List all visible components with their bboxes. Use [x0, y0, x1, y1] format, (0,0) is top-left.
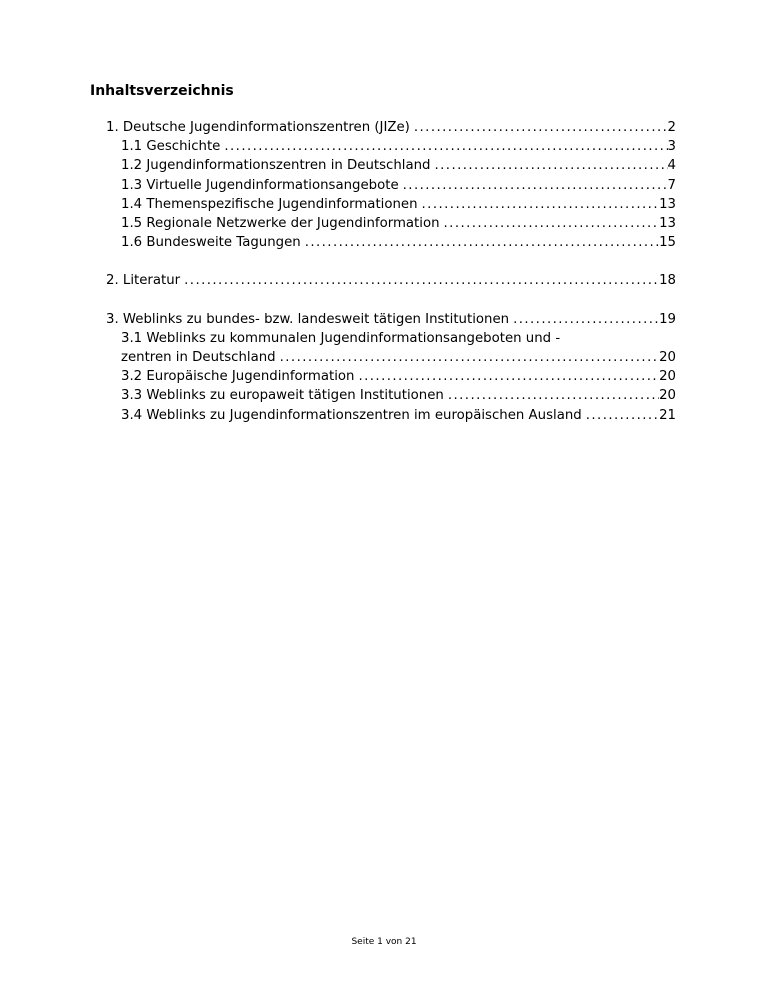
toc-leader-dots [582, 406, 659, 425]
toc-page-number: 7 [667, 177, 676, 193]
toc-entry-title: 1.4 Themenspezifische Jugendinformationen [121, 196, 418, 212]
toc-heading: Inhaltsverzeichnis [90, 83, 234, 99]
toc-leader-dots [430, 156, 667, 175]
toc-entry-3-2[interactable] [106, 367, 676, 386]
toc-entry-3-4[interactable] [106, 406, 676, 425]
toc-entry-1-6[interactable] [106, 233, 676, 252]
toc-leader-dots [220, 137, 667, 156]
toc-leader-dots [410, 118, 668, 137]
toc-entry-title: 1.5 Regionale Netzwerke der Jugendinformation [121, 216, 440, 232]
toc-entry-title: 1.1 Geschichte [121, 139, 221, 155]
toc-leader-dots [418, 195, 660, 214]
toc-page-number: 13 [659, 216, 676, 232]
toc-entry-1[interactable] [106, 118, 676, 137]
toc-entry-3-3[interactable] [106, 386, 676, 405]
toc-entry-3[interactable] [106, 310, 676, 329]
toc-entry-title: 1.3 Virtuelle Jugendinformationsangebote [121, 177, 399, 193]
toc-entry-title: 3.4 Weblinks zu Jugendinformationszentren im europäischen Ausland [121, 407, 582, 423]
toc-leader-dots [276, 348, 659, 367]
toc-page-number: 20 [659, 350, 676, 366]
toc-page-number: 19 [659, 311, 676, 327]
toc-entry-1-5[interactable] [106, 214, 676, 233]
toc-entry-1-3[interactable] [106, 176, 676, 195]
toc-page-number: 2 [667, 120, 676, 135]
page-footer: Seite 1 von 21 [351, 937, 417, 947]
toc-entry-title: 2. Literatur [106, 273, 181, 289]
toc-page-number: 18 [659, 273, 676, 289]
toc-leader-dots [440, 214, 660, 233]
toc-entry-3-1[interactable] [106, 329, 676, 367]
toc-leader-dots [354, 367, 659, 386]
toc-entry-title: 3.3 Weblinks zu europaweit tätigen Institutionen [121, 388, 444, 404]
toc-entry-2[interactable] [106, 271, 676, 290]
toc-entry-title: 1.2 Jugendinformationszentren in Deutschland [121, 158, 431, 174]
toc-entry-title-line1: 3.1 Weblinks zu kommunalen Jugendinformationsangeboten und - [121, 330, 561, 346]
toc-page-number: 20 [659, 369, 676, 385]
toc-page-number: 20 [659, 388, 676, 404]
toc-page-number: 13 [659, 196, 676, 212]
toc-entry-title: 1. Deutsche Jugendinformationszentren (JIZe) [106, 120, 410, 135]
toc-entry-title: 3.2 Europäische Jugendinformation [121, 369, 355, 385]
toc-leader-dots [399, 176, 668, 195]
table-of-contents [106, 118, 676, 425]
toc-entry-title: 1.6 Bundesweite Tagungen [121, 235, 301, 251]
toc-entry-title-line2: zentren in Deutschland [121, 350, 276, 366]
toc-page-number: 15 [659, 235, 676, 251]
toc-entry-1-4[interactable] [106, 195, 676, 214]
toc-leader-dots [509, 310, 659, 329]
toc-page-number: 21 [659, 407, 676, 423]
toc-leader-dots [180, 271, 659, 290]
toc-page-number: 4 [667, 158, 676, 174]
toc-entry-1-1[interactable] [106, 137, 676, 156]
toc-entry-title: 3. Weblinks zu bundes- bzw. landesweit tätigen Institutionen [106, 311, 510, 327]
toc-leader-dots [301, 233, 659, 252]
toc-entry-1-2[interactable] [106, 156, 676, 175]
toc-page-number: 3 [667, 139, 676, 155]
toc-leader-dots [444, 386, 659, 405]
